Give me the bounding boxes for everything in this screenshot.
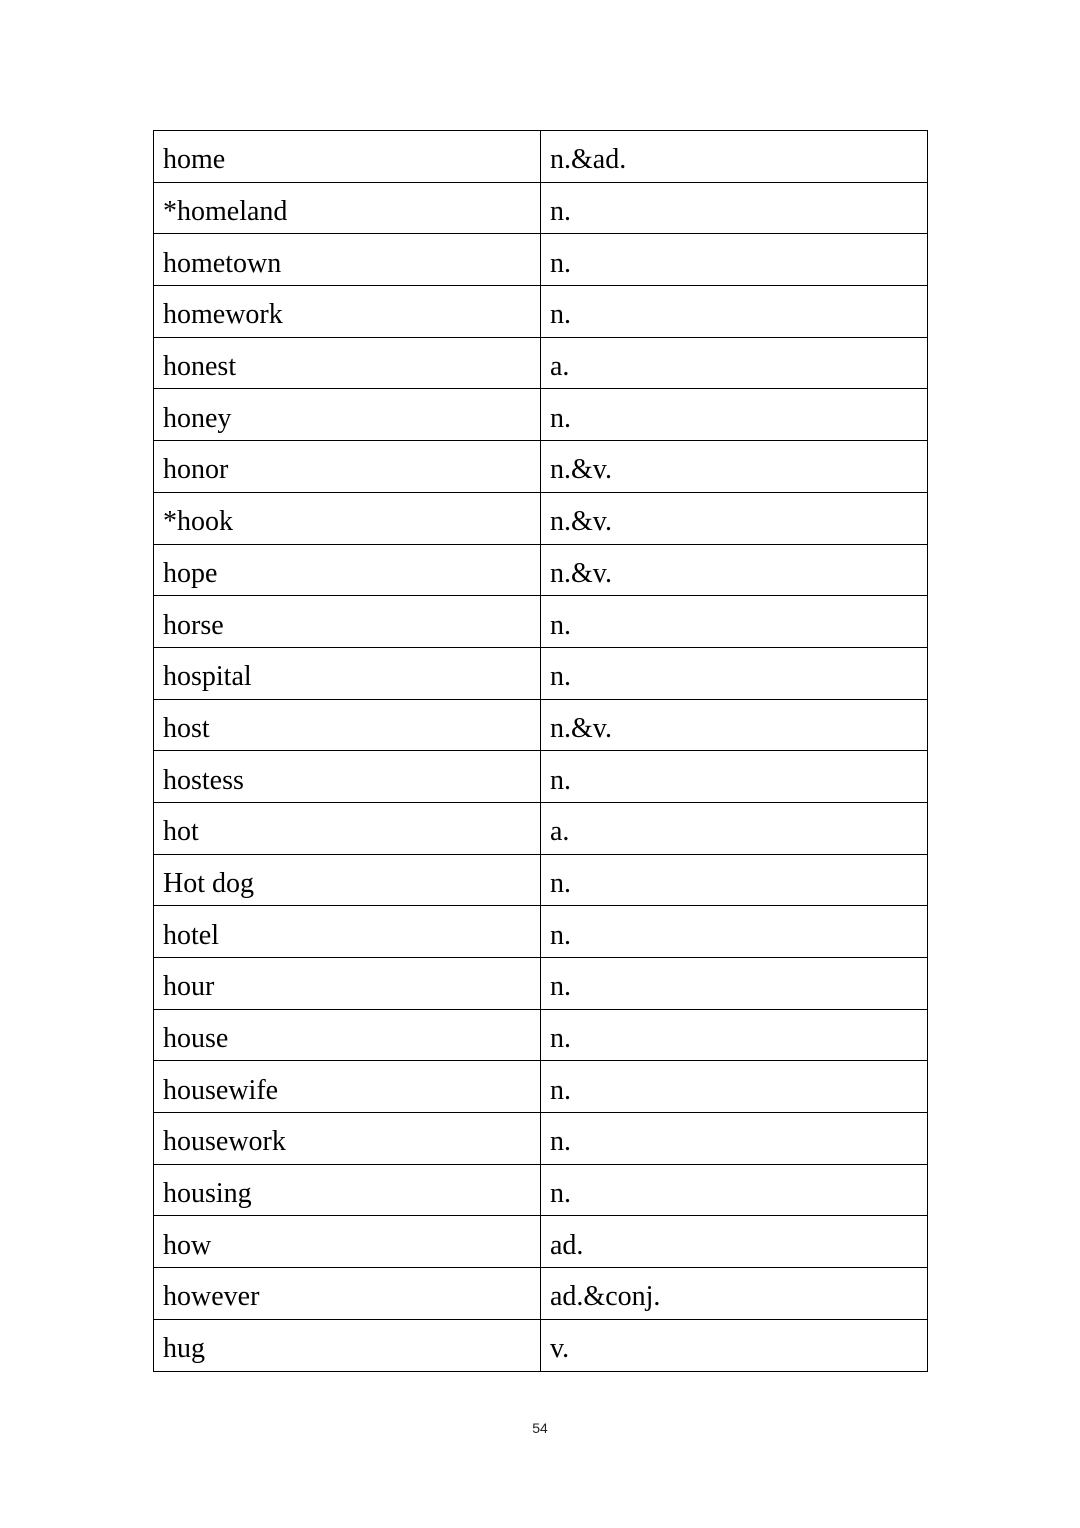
word-text: hostess — [163, 764, 244, 796]
part-of-speech-text: n. — [550, 402, 571, 434]
word-text: house — [163, 1023, 229, 1055]
part-of-speech-text: n. — [550, 247, 571, 279]
table-row — [154, 1061, 928, 1113]
word-text: housewife — [163, 1074, 279, 1106]
table-row — [154, 854, 928, 906]
part-of-speech-text: n.&v. — [550, 712, 612, 744]
table-row — [154, 1164, 928, 1216]
word-cell — [154, 182, 541, 234]
word-text: *homeland — [163, 196, 288, 228]
word-cell — [154, 699, 541, 751]
word-text: homework — [163, 299, 283, 331]
part-of-speech-cell — [541, 854, 928, 906]
part-of-speech-cell — [541, 1113, 928, 1165]
part-of-speech-text: n.&v. — [550, 557, 612, 589]
word-text: hotel — [163, 919, 219, 951]
table-row — [154, 802, 928, 854]
part-of-speech-text: v. — [550, 1333, 570, 1365]
table-row — [154, 1319, 928, 1371]
word-text: housing — [163, 1178, 252, 1210]
part-of-speech-cell — [541, 131, 928, 183]
word-cell — [154, 1009, 541, 1061]
table-row — [154, 751, 928, 803]
part-of-speech-text: n.&v. — [550, 454, 612, 486]
table-row — [154, 1009, 928, 1061]
table-row — [154, 906, 928, 958]
table-row — [154, 337, 928, 389]
part-of-speech-text: a. — [550, 816, 570, 848]
part-of-speech-cell — [541, 492, 928, 544]
part-of-speech-cell — [541, 1009, 928, 1061]
vocabulary-table — [153, 130, 928, 1372]
word-cell — [154, 1061, 541, 1113]
word-text: hometown — [163, 247, 282, 279]
part-of-speech-cell — [541, 337, 928, 389]
word-cell — [154, 544, 541, 596]
part-of-speech-text: n.&v. — [550, 506, 612, 538]
word-cell — [154, 286, 541, 338]
part-of-speech-text: n. — [550, 1074, 571, 1106]
table-row — [154, 131, 928, 183]
part-of-speech-text: n. — [550, 196, 571, 228]
part-of-speech-cell — [541, 802, 928, 854]
part-of-speech-cell — [541, 751, 928, 803]
part-of-speech-text: n. — [550, 971, 571, 1003]
part-of-speech-text: n. — [550, 609, 571, 641]
part-of-speech-cell — [541, 234, 928, 286]
page-number: 54 — [532, 1420, 548, 1436]
word-text: *hook — [163, 506, 233, 538]
part-of-speech-cell — [541, 1216, 928, 1268]
word-text: honey — [163, 402, 232, 434]
part-of-speech-cell — [541, 182, 928, 234]
word-text: host — [163, 712, 210, 744]
table-row — [154, 1216, 928, 1268]
part-of-speech-cell — [541, 1164, 928, 1216]
word-text: hug — [163, 1333, 205, 1365]
part-of-speech-text: ad.&conj. — [550, 1281, 661, 1313]
part-of-speech-cell — [541, 1319, 928, 1371]
part-of-speech-text: n. — [550, 764, 571, 796]
word-cell — [154, 389, 541, 441]
word-cell — [154, 441, 541, 493]
word-cell — [154, 802, 541, 854]
table-row — [154, 699, 928, 751]
part-of-speech-cell — [541, 699, 928, 751]
word-text: home — [163, 144, 226, 176]
table-row — [154, 182, 928, 234]
part-of-speech-cell — [541, 906, 928, 958]
vocabulary-table-body — [154, 131, 928, 1372]
part-of-speech-text: n. — [550, 919, 571, 951]
table-row — [154, 234, 928, 286]
word-text: honor — [163, 454, 229, 486]
table-row — [154, 647, 928, 699]
table-row — [154, 441, 928, 493]
part-of-speech-cell — [541, 389, 928, 441]
word-text: horse — [163, 609, 224, 641]
word-cell — [154, 854, 541, 906]
word-cell — [154, 234, 541, 286]
part-of-speech-cell — [541, 1061, 928, 1113]
word-cell — [154, 751, 541, 803]
part-of-speech-cell — [541, 1268, 928, 1320]
word-cell — [154, 1164, 541, 1216]
part-of-speech-text: n. — [550, 1178, 571, 1210]
word-cell — [154, 1113, 541, 1165]
word-cell — [154, 647, 541, 699]
word-text: hospital — [163, 661, 252, 693]
table-row — [154, 286, 928, 338]
table-row — [154, 389, 928, 441]
word-text: hot — [163, 816, 199, 848]
word-cell — [154, 337, 541, 389]
word-cell — [154, 906, 541, 958]
word-cell — [154, 596, 541, 648]
word-cell — [154, 492, 541, 544]
part-of-speech-text: n. — [550, 1126, 571, 1158]
part-of-speech-cell — [541, 544, 928, 596]
part-of-speech-text: ad. — [550, 1229, 584, 1261]
part-of-speech-text: n. — [550, 299, 571, 331]
part-of-speech-cell — [541, 958, 928, 1010]
word-text: Hot dog — [163, 867, 254, 899]
word-text: how — [163, 1229, 212, 1261]
table-row — [154, 1268, 928, 1320]
table-row — [154, 1113, 928, 1165]
part-of-speech-cell — [541, 596, 928, 648]
word-text: hope — [163, 557, 218, 589]
part-of-speech-cell — [541, 441, 928, 493]
word-text: hour — [163, 971, 215, 1003]
word-text: however — [163, 1281, 260, 1313]
table-row — [154, 544, 928, 596]
part-of-speech-cell — [541, 286, 928, 338]
part-of-speech-text: n. — [550, 1023, 571, 1055]
word-cell — [154, 1216, 541, 1268]
table-row — [154, 596, 928, 648]
word-cell — [154, 1319, 541, 1371]
table-row — [154, 958, 928, 1010]
part-of-speech-text: a. — [550, 351, 570, 383]
part-of-speech-text: n. — [550, 661, 571, 693]
word-text: honest — [163, 351, 237, 383]
word-cell — [154, 1268, 541, 1320]
word-cell — [154, 958, 541, 1010]
word-text: housework — [163, 1126, 286, 1158]
part-of-speech-text: n. — [550, 867, 571, 899]
part-of-speech-text: n.&ad. — [550, 144, 627, 176]
word-cell — [154, 131, 541, 183]
part-of-speech-cell — [541, 647, 928, 699]
table-row — [154, 492, 928, 544]
